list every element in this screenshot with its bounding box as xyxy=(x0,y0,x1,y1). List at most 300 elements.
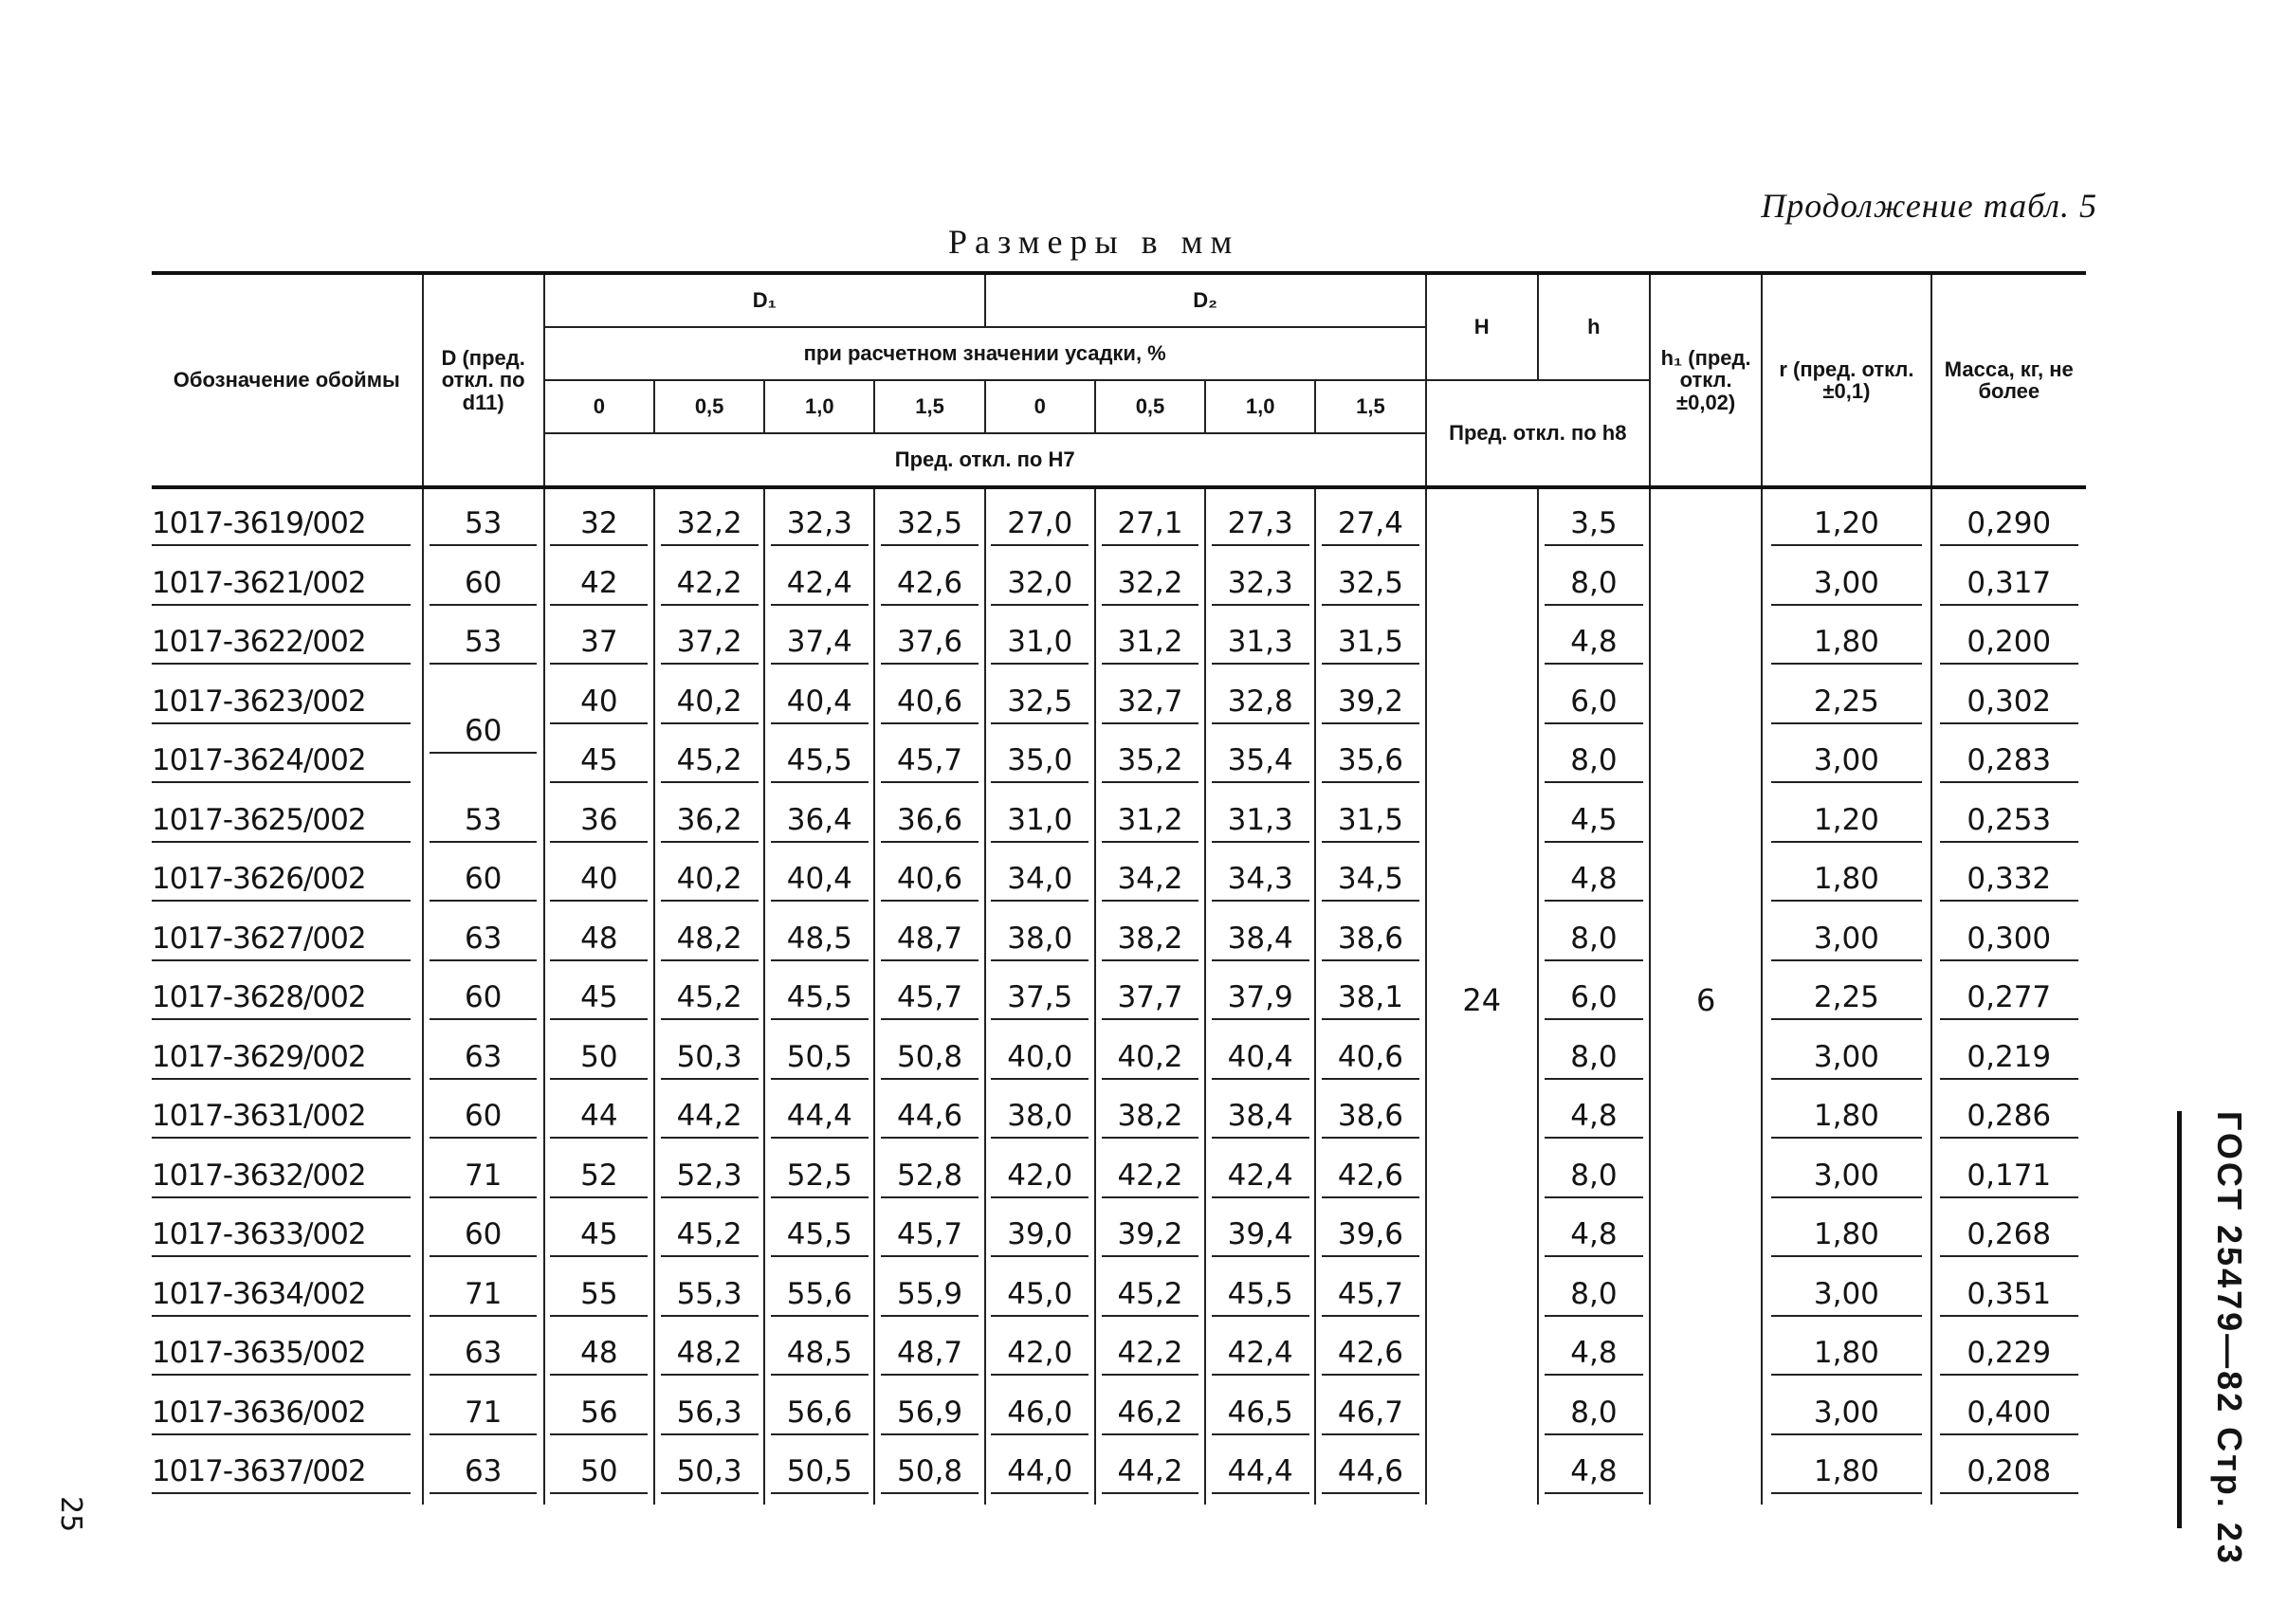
cell-d-value: 53 xyxy=(430,625,538,665)
header-h1: h₁ (пред. откл. ±0,02) xyxy=(1650,273,1762,487)
cell-d1 xyxy=(874,734,984,794)
cell-mass-value: 0,171 xyxy=(1940,1159,2078,1198)
cell-d2-value: 27,3 xyxy=(1212,506,1309,546)
cell-d xyxy=(423,615,544,675)
cell-d2 xyxy=(1315,1089,1425,1149)
cell-r-value: 3,00 xyxy=(1771,1396,1922,1435)
cell-d2-value: 27,1 xyxy=(1102,506,1199,546)
cell-mass xyxy=(1931,852,2086,912)
cell-d1-value: 40,2 xyxy=(661,684,759,724)
cell-mass xyxy=(1931,971,2086,1031)
cell-d1 xyxy=(874,1208,984,1268)
cell-d2-value: 37,9 xyxy=(1212,980,1309,1020)
cell-d1 xyxy=(544,852,654,912)
cell-d1 xyxy=(544,1208,654,1268)
cell-d1-value: 45 xyxy=(550,1217,648,1257)
cell-r xyxy=(1762,852,1930,912)
cell-d2 xyxy=(1315,1445,1425,1505)
cell-d1 xyxy=(764,675,874,735)
cell-d1-value: 45,5 xyxy=(771,980,869,1020)
cell-d2-value: 39,6 xyxy=(1322,1217,1419,1257)
cell-d2-value: 39,4 xyxy=(1212,1217,1309,1257)
cell-h-lower xyxy=(1538,675,1650,735)
cell-d2 xyxy=(1315,1386,1425,1446)
cell-d1 xyxy=(544,1149,654,1209)
cell-d2-value: 42,2 xyxy=(1102,1336,1199,1376)
cell-d1-value: 44,6 xyxy=(881,1099,979,1139)
cell-d2-value: 39,0 xyxy=(991,1217,1089,1257)
cell-d1-value: 48 xyxy=(550,921,648,961)
cell-d1-value: 37,6 xyxy=(881,625,979,665)
header-tol-h7: Пред. откл. по H7 xyxy=(544,433,1426,487)
cell-designation xyxy=(152,675,423,735)
cell-r xyxy=(1762,1149,1930,1209)
cell-d2 xyxy=(1205,734,1315,794)
cell-d1 xyxy=(764,1386,874,1446)
cell-designation-value: 1017-3636/002 xyxy=(152,1396,411,1435)
cell-designation-value: 1017-3625/002 xyxy=(152,803,411,843)
cell-h-lower-value: 8,0 xyxy=(1545,921,1644,961)
cell-d1-value: 44,2 xyxy=(661,1099,759,1139)
cell-designation-value: 1017-3621/002 xyxy=(152,566,411,606)
cell-d1-value: 40 xyxy=(550,684,648,724)
cell-d1-value: 42 xyxy=(550,566,648,606)
cell-d1-value: 56,9 xyxy=(881,1396,979,1435)
table-row xyxy=(152,1386,2086,1446)
cell-d1-value: 48,7 xyxy=(881,1336,979,1376)
cell-d xyxy=(423,912,544,972)
cell-d1 xyxy=(544,1386,654,1446)
table-row xyxy=(152,1089,2086,1149)
cell-d1-value: 50,3 xyxy=(661,1040,759,1080)
cell-h-lower-value: 6,0 xyxy=(1545,980,1644,1020)
cell-d2 xyxy=(1205,615,1315,675)
cell-d2 xyxy=(1315,1031,1425,1090)
cell-d1 xyxy=(874,1089,984,1149)
cell-mass-value: 0,332 xyxy=(1940,862,2078,902)
cell-d xyxy=(423,1386,544,1446)
table-row xyxy=(152,557,2086,616)
cell-d2 xyxy=(985,487,1095,557)
gost-side-label: ГОСТ 25479—82 Стр. 23 xyxy=(2210,1111,2249,1566)
cell-d1-value: 55,9 xyxy=(881,1277,979,1317)
cell-designation-value: 1017-3629/002 xyxy=(152,1040,411,1080)
cell-d1 xyxy=(764,852,874,912)
cell-designation xyxy=(152,1149,423,1209)
cell-d2 xyxy=(1205,487,1315,557)
header-pct-cell: 0,5 xyxy=(1095,380,1205,433)
cell-h-lower xyxy=(1538,1208,1650,1268)
cell-d1 xyxy=(764,1326,874,1386)
cell-d2 xyxy=(1205,1386,1315,1446)
cell-d1 xyxy=(654,1445,764,1505)
cell-d2-value: 34,5 xyxy=(1322,862,1419,902)
cell-d2-value: 44,2 xyxy=(1102,1454,1199,1494)
cell-d2 xyxy=(985,615,1095,675)
cell-d1 xyxy=(764,1149,874,1209)
cell-mass-value: 0,351 xyxy=(1940,1277,2078,1317)
table-header xyxy=(152,273,2086,487)
cell-d2-value: 42,4 xyxy=(1212,1336,1309,1376)
cell-d1 xyxy=(764,971,874,1031)
cell-d-value: 63 xyxy=(430,1040,538,1080)
cell-r-value: 1,80 xyxy=(1771,862,1922,902)
cell-d1-value: 42,2 xyxy=(661,566,759,606)
cell-d2-value: 32,5 xyxy=(1322,566,1419,606)
cell-d xyxy=(423,1268,544,1327)
cell-d2-value: 31,0 xyxy=(991,625,1089,665)
cell-d1-value: 36,6 xyxy=(881,803,979,843)
cell-r xyxy=(1762,1031,1930,1090)
cell-h-lower-value: 4,5 xyxy=(1545,803,1644,843)
cell-d1-value: 55,3 xyxy=(661,1277,759,1317)
cell-d xyxy=(423,794,544,853)
cell-h1: 6 xyxy=(1650,487,1762,1505)
cell-d1-value: 32,3 xyxy=(771,506,869,546)
cell-d2 xyxy=(985,1326,1095,1386)
cell-d2-value: 38,6 xyxy=(1322,1099,1419,1139)
page-number: 25 xyxy=(54,1496,87,1533)
cell-h-lower xyxy=(1538,1031,1650,1090)
cell-d1 xyxy=(874,557,984,616)
cell-d xyxy=(423,971,544,1031)
cell-d2-value: 44,4 xyxy=(1212,1454,1309,1494)
cell-mass xyxy=(1931,1386,2086,1446)
cell-designation xyxy=(152,1268,423,1327)
cell-d2 xyxy=(1315,734,1425,794)
cell-d2-value: 34,0 xyxy=(991,862,1089,902)
table-row xyxy=(152,1031,2086,1090)
cell-d1-value: 50,5 xyxy=(771,1040,869,1080)
cell-d1-value: 42,4 xyxy=(771,566,869,606)
cell-d2 xyxy=(1095,487,1205,557)
cell-r-value: 1,80 xyxy=(1771,1336,1922,1376)
cell-d2-value: 38,0 xyxy=(991,1099,1089,1139)
cell-d1 xyxy=(874,1031,984,1090)
cell-d1 xyxy=(544,487,654,557)
header-pct-cell: 0 xyxy=(544,380,654,433)
header-shrinkage: при расчетном значении усадки, % xyxy=(544,327,1426,380)
cell-designation xyxy=(152,1208,423,1268)
cell-d2 xyxy=(1315,852,1425,912)
cell-d1 xyxy=(874,1326,984,1386)
cell-d1-value: 52,5 xyxy=(771,1159,869,1198)
cell-r-value: 2,25 xyxy=(1771,684,1922,724)
cell-mass xyxy=(1931,1089,2086,1149)
cell-d-value: 60 xyxy=(430,862,538,902)
cell-d2-value: 42,6 xyxy=(1322,1336,1419,1376)
cell-designation xyxy=(152,852,423,912)
cell-d1 xyxy=(654,1268,764,1327)
cell-designation xyxy=(152,734,423,794)
cell-r xyxy=(1762,912,1930,972)
cell-d1 xyxy=(874,675,984,735)
cell-d2-value: 38,1 xyxy=(1322,980,1419,1020)
cell-d2 xyxy=(1205,1089,1315,1149)
cell-designation-value: 1017-3622/002 xyxy=(152,625,411,665)
cell-d1 xyxy=(874,1149,984,1209)
cell-designation-value: 1017-3632/002 xyxy=(152,1159,411,1198)
cell-d2-value: 27,4 xyxy=(1322,506,1419,546)
cell-designation-value: 1017-3624/002 xyxy=(152,743,411,783)
cell-d2-value: 40,0 xyxy=(991,1040,1089,1080)
cell-r-value: 1,80 xyxy=(1771,1217,1922,1257)
cell-d xyxy=(423,1149,544,1209)
cell-d2 xyxy=(985,1089,1095,1149)
cell-d1 xyxy=(544,1031,654,1090)
table-caption: Продолжение табл. 5 xyxy=(1761,187,2097,225)
cell-d2 xyxy=(1315,675,1425,735)
cell-d2 xyxy=(1095,912,1205,972)
cell-d1-value: 36 xyxy=(550,803,648,843)
cell-h-lower xyxy=(1538,1268,1650,1327)
cell-d1-value: 45,7 xyxy=(881,980,979,1020)
cell-d-value: 63 xyxy=(430,1454,538,1494)
cell-r xyxy=(1762,794,1930,853)
cell-d1 xyxy=(654,675,764,735)
cell-d2 xyxy=(1315,1149,1425,1209)
cell-d1 xyxy=(764,487,874,557)
cell-designation-value: 1017-3631/002 xyxy=(152,1099,411,1139)
cell-mass xyxy=(1931,1268,2086,1327)
cell-d2 xyxy=(1205,675,1315,735)
cell-d xyxy=(423,557,544,616)
cell-d2-value: 32,0 xyxy=(991,566,1089,606)
cell-d1 xyxy=(654,734,764,794)
cell-d2-value: 38,2 xyxy=(1102,921,1199,961)
cell-d1 xyxy=(874,794,984,853)
cell-d2-value: 32,3 xyxy=(1212,566,1309,606)
cell-d1 xyxy=(654,487,764,557)
cell-h-lower-value: 8,0 xyxy=(1545,743,1644,783)
cell-d-value: 71 xyxy=(430,1396,538,1435)
cell-d1-value: 55 xyxy=(550,1277,648,1317)
cell-designation xyxy=(152,794,423,853)
cell-d2-value: 35,4 xyxy=(1212,743,1309,783)
cell-d1 xyxy=(544,1445,654,1505)
header-d1: D₁ xyxy=(544,273,985,327)
cell-d xyxy=(423,1445,544,1505)
cell-h-lower xyxy=(1538,734,1650,794)
cell-d1-value: 56,6 xyxy=(771,1396,869,1435)
cell-d xyxy=(423,1326,544,1386)
cell-d1 xyxy=(874,1268,984,1327)
cell-designation-value: 1017-3635/002 xyxy=(152,1336,411,1376)
cell-d1-value: 36,4 xyxy=(771,803,869,843)
cell-h-lower-value: 4,8 xyxy=(1545,862,1644,902)
header-mass: Масса, кг, не более xyxy=(1931,273,2086,487)
cell-r-value: 1,80 xyxy=(1771,625,1922,665)
cell-r-value: 1,80 xyxy=(1771,1454,1922,1494)
cell-d1-value: 32 xyxy=(550,506,648,546)
cell-d1 xyxy=(544,1326,654,1386)
cell-d2-value: 42,6 xyxy=(1322,1159,1419,1198)
cell-r-value: 3,00 xyxy=(1771,1277,1922,1317)
cell-designation xyxy=(152,971,423,1031)
cell-d1-value: 52,8 xyxy=(881,1159,979,1198)
cell-mass xyxy=(1931,912,2086,972)
header-designation: Обозначение обоймы xyxy=(152,273,423,487)
units-title: Размеры в мм xyxy=(948,223,1240,261)
cell-r-value: 1,20 xyxy=(1771,506,1922,546)
cell-d1 xyxy=(544,675,654,735)
cell-mass-value: 0,290 xyxy=(1940,506,2078,546)
cell-d2 xyxy=(985,794,1095,853)
cell-h-lower xyxy=(1538,1445,1650,1505)
header-d2: D₂ xyxy=(985,273,1426,327)
cell-d2 xyxy=(1205,1149,1315,1209)
cell-d2-value: 46,0 xyxy=(991,1396,1089,1435)
cell-d1 xyxy=(654,1149,764,1209)
cell-d1-value: 40,4 xyxy=(771,862,869,902)
cell-d2-value: 40,2 xyxy=(1102,1040,1199,1080)
cell-d1-value: 32,2 xyxy=(661,506,759,546)
cell-h-lower xyxy=(1538,852,1650,912)
cell-d1-value: 40 xyxy=(550,862,648,902)
cell-d2 xyxy=(1095,794,1205,853)
cell-h-lower-value: 8,0 xyxy=(1545,566,1644,606)
cell-d1-value: 45 xyxy=(550,743,648,783)
cell-d2 xyxy=(1095,1326,1205,1386)
cell-d1-value: 56 xyxy=(550,1396,648,1435)
table-row xyxy=(152,487,2086,557)
cell-r-value: 3,00 xyxy=(1771,1159,1922,1198)
cell-d2 xyxy=(1095,734,1205,794)
cell-d1-value: 52,3 xyxy=(661,1159,759,1198)
header-tol-h8: Пред. откл. по h8 xyxy=(1426,380,1650,487)
cell-d1-value: 40,6 xyxy=(881,862,979,902)
cell-d1 xyxy=(654,971,764,1031)
cell-d2-value: 31,5 xyxy=(1322,803,1419,843)
cell-designation-value: 1017-3633/002 xyxy=(152,1217,411,1257)
cell-d1 xyxy=(654,1208,764,1268)
cell-d2 xyxy=(1095,557,1205,616)
cell-r-value: 3,00 xyxy=(1771,566,1922,606)
cell-d2 xyxy=(985,1268,1095,1327)
cell-d2-value: 31,5 xyxy=(1322,625,1419,665)
cell-h-lower xyxy=(1538,971,1650,1031)
cell-d2 xyxy=(1205,557,1315,616)
cell-d2 xyxy=(985,1445,1095,1505)
cell-h-lower xyxy=(1538,487,1650,557)
cell-designation-value: 1017-3623/002 xyxy=(152,684,411,724)
cell-mass xyxy=(1931,557,2086,616)
cell-d2-value: 38,6 xyxy=(1322,921,1419,961)
cell-d1-value: 37,4 xyxy=(771,625,869,665)
cell-h-lower-value: 4,8 xyxy=(1545,625,1644,665)
cell-designation-value: 1017-3619/002 xyxy=(152,506,411,546)
cell-d1-value: 45,2 xyxy=(661,980,759,1020)
cell-d2-value: 35,2 xyxy=(1102,743,1199,783)
cell-d1 xyxy=(544,794,654,853)
cell-designation xyxy=(152,1445,423,1505)
cell-d2-value: 31,0 xyxy=(991,803,1089,843)
cell-d1 xyxy=(654,912,764,972)
table-row xyxy=(152,675,2086,735)
cell-d2-value: 40,4 xyxy=(1212,1040,1309,1080)
cell-mass xyxy=(1931,794,2086,853)
cell-r xyxy=(1762,734,1930,794)
cell-mass xyxy=(1931,615,2086,675)
cell-d-value: 63 xyxy=(430,1336,538,1376)
cell-d1-value: 44,4 xyxy=(771,1099,869,1139)
cell-d1-value: 50,8 xyxy=(881,1040,979,1080)
header-pct-cell: 1,0 xyxy=(1205,380,1315,433)
table-row xyxy=(152,852,2086,912)
cell-mass-value: 0,229 xyxy=(1940,1336,2078,1376)
table-row xyxy=(152,971,2086,1031)
cell-d2 xyxy=(1205,1445,1315,1505)
cell-d2 xyxy=(985,1149,1095,1209)
table-row xyxy=(152,1445,2086,1505)
cell-d-value: 53 xyxy=(430,803,538,843)
cell-h-lower-value: 8,0 xyxy=(1545,1159,1644,1198)
cell-d2 xyxy=(1315,971,1425,1031)
cell-d xyxy=(423,852,544,912)
cell-d-value: 71 xyxy=(430,1277,538,1317)
cell-mass-value: 0,302 xyxy=(1940,684,2078,724)
cell-mass-value: 0,208 xyxy=(1940,1454,2078,1494)
cell-d1-value: 40,2 xyxy=(661,862,759,902)
cell-d2 xyxy=(1095,1031,1205,1090)
cell-d2-value: 31,3 xyxy=(1212,625,1309,665)
cell-d2 xyxy=(1315,912,1425,972)
cell-d-value: 60 xyxy=(430,1099,538,1139)
cell-d2 xyxy=(1095,1386,1205,1446)
cell-d1 xyxy=(764,794,874,853)
cell-designation xyxy=(152,1089,423,1149)
cell-d1-value: 37,2 xyxy=(661,625,759,665)
cell-mass-value: 0,317 xyxy=(1940,566,2078,606)
cell-d1-value: 44 xyxy=(550,1099,648,1139)
cell-d1-value: 48,5 xyxy=(771,1336,869,1376)
cell-d2-value: 46,5 xyxy=(1212,1396,1309,1435)
cell-designation xyxy=(152,615,423,675)
cell-r xyxy=(1762,487,1930,557)
cell-d2-value: 45,2 xyxy=(1102,1277,1199,1317)
cell-d2 xyxy=(1315,1268,1425,1327)
cell-r-value: 1,80 xyxy=(1771,1099,1922,1139)
cell-d1 xyxy=(764,615,874,675)
cell-mass-value: 0,268 xyxy=(1940,1217,2078,1257)
cell-r xyxy=(1762,1386,1930,1446)
cell-d1 xyxy=(764,557,874,616)
table-row xyxy=(152,912,2086,972)
cell-mass xyxy=(1931,487,2086,557)
cell-d1-value: 45,7 xyxy=(881,743,979,783)
cell-d2 xyxy=(985,734,1095,794)
cell-d1-value: 45,2 xyxy=(661,743,759,783)
cell-r xyxy=(1762,1089,1930,1149)
cell-d1 xyxy=(874,487,984,557)
cell-h-lower-value: 8,0 xyxy=(1545,1277,1644,1317)
cell-d1 xyxy=(874,971,984,1031)
table-body xyxy=(152,487,2086,1505)
cell-d1 xyxy=(544,971,654,1031)
cell-d2-value: 42,0 xyxy=(991,1159,1089,1198)
cell-d2 xyxy=(1095,1208,1205,1268)
cell-d1-value: 45,5 xyxy=(771,743,869,783)
cell-d2-value: 44,0 xyxy=(991,1454,1089,1494)
cell-h-lower xyxy=(1538,557,1650,616)
cell-d1 xyxy=(874,615,984,675)
cell-d2 xyxy=(985,912,1095,972)
header-pct-cell: 0,5 xyxy=(654,380,764,433)
cell-d2-value: 34,2 xyxy=(1102,862,1199,902)
table-row xyxy=(152,1208,2086,1268)
cell-h-lower xyxy=(1538,1149,1650,1209)
cell-r xyxy=(1762,1208,1930,1268)
